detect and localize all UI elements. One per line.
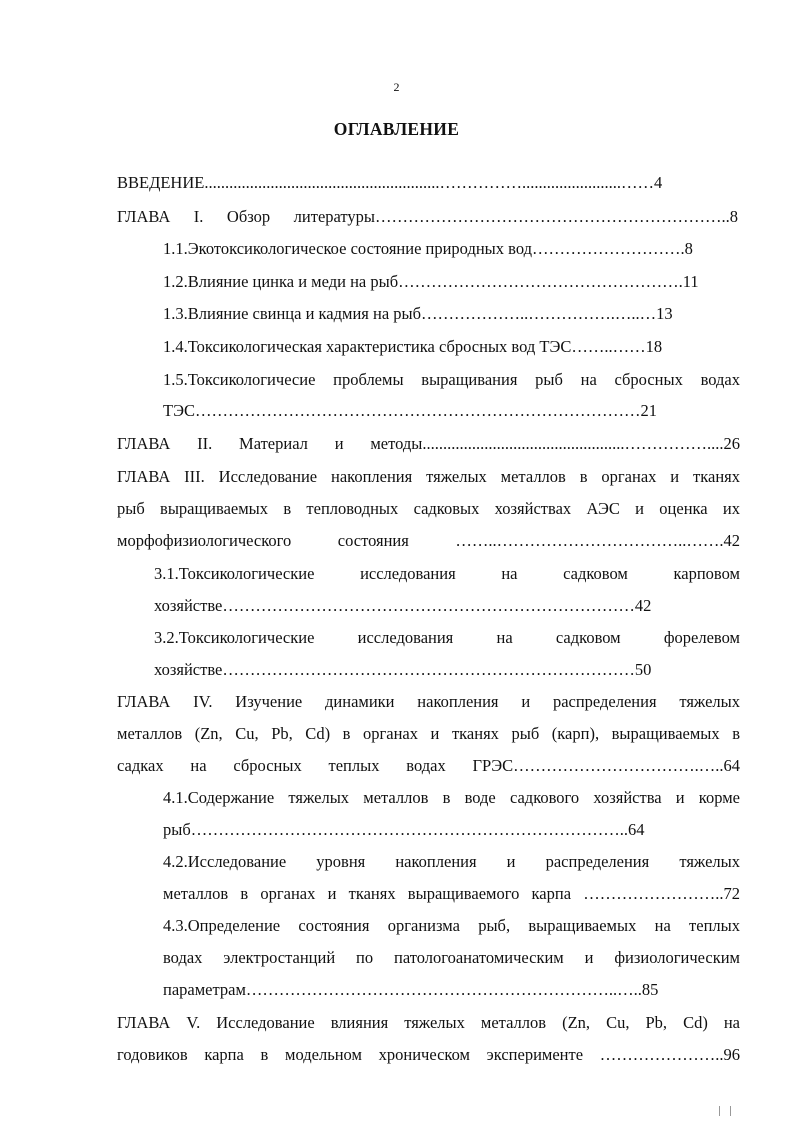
toc-entry-section-3-2-line-1: 3.2.Токсикологические исследования на садковом форелевом (154, 628, 740, 647)
toc-entry-section-4-3-line-3: параметрам…………………………………………………………..…..85 (163, 980, 659, 999)
toc-entry-section-3-2-line-2: хозяйстве…………………………………………………………………50 (154, 660, 652, 679)
toc-entry-section-4-3-line-2: водах электростанций по патологоанатомическим и физиологическим (163, 948, 740, 967)
toc-entry-section-3-1-line-2: хозяйстве…………………………………………………………………42 (154, 596, 652, 615)
toc-entry-chapter-4-line-1: ГЛАВА IV. Изучение динамики накопления и распределения тяжелых (117, 692, 740, 711)
toc-entry-chapter-2: ГЛАВА II. Материал и методы.................................................……………....26 (117, 434, 740, 453)
toc-entry-chapter-3-line-1: ГЛАВА III. Исследование накопления тяжелых металлов в органах и тканях (117, 467, 740, 486)
toc-entry-section-4-2-line-2: металлов в органах и тканях выращиваемого карпа ……………………..72 (163, 884, 740, 903)
toc-entry-section-1-1: 1.1.Экотоксикологическое состояние природных вод……………………….8 (163, 239, 693, 258)
toc-entry-chapter-5-line-2: годовиков карпа в модельном хроническом эксперименте …………………..96 (117, 1045, 740, 1064)
toc-entry-chapter-4-line-3: садках на сбросных теплых водах ГРЭС…………………………….…..64 (117, 756, 740, 775)
scan-artifact-mark (719, 1106, 731, 1116)
toc-entry-section-1-3: 1.3.Влияние свинца и кадмия на рыб………………..…………….…..…13 (163, 304, 673, 323)
toc-entry-introduction: ВВЕДЕНИЕ.........................................................……………........................……4 (117, 173, 663, 192)
toc-entry-section-4-3-line-1: 4.3.Определение состояния организма рыб, выращиваемых на теплых (163, 916, 740, 935)
page-number: 2 (393, 80, 400, 94)
toc-entry-section-1-2: 1.2.Влияние цинка и меди на рыб…………………………………………….11 (163, 272, 699, 291)
toc-entry-section-3-1-line-1: 3.1.Токсикологические исследования на садковом карповом (154, 564, 740, 583)
toc-entry-section-4-2-line-1: 4.2.Исследование уровня накопления и распределения тяжелых (163, 852, 740, 871)
toc-entry-chapter-3-line-2: рыб выращиваемых в тепловодных садковых хозяйствах АЭС и оценка их (117, 499, 740, 518)
toc-entry-chapter-1: ГЛАВА I. Обзор литературы………………………………………………………..8 (117, 207, 738, 226)
toc-title: ОГЛАВЛЕНИЕ (333, 119, 460, 139)
toc-entry-section-1-4: 1.4.Токсикологическая характеристика сбросных вод ТЭС……..……18 (163, 337, 663, 356)
toc-entry-section-4-1-line-1: 4.1.Содержание тяжелых металлов в воде садкового хозяйства и корме (163, 788, 740, 807)
toc-entry-chapter-3-line-3: морфофизиологического состояния ……..……………………………..…….42 (117, 531, 740, 550)
toc-entry-section-1-5-line-2: ТЭС………………………………………………………………………21 (163, 401, 657, 420)
toc-entry-section-1-5-line-1: 1.5.Токсикологичесие проблемы выращивания рыб на сбросных водах (163, 370, 740, 389)
toc-entry-chapter-4-line-2: металлов (Zn, Cu, Pb, Cd) в органах и тканях рыб (карп), выращиваемых в (117, 724, 740, 743)
toc-entry-section-4-1-line-2: рыб……………………………………………………………………..64 (163, 820, 645, 839)
toc-entry-chapter-5-line-1: ГЛАВА V. Исследование влияния тяжелых металлов (Zn, Cu, Pb, Cd) на (117, 1013, 740, 1032)
